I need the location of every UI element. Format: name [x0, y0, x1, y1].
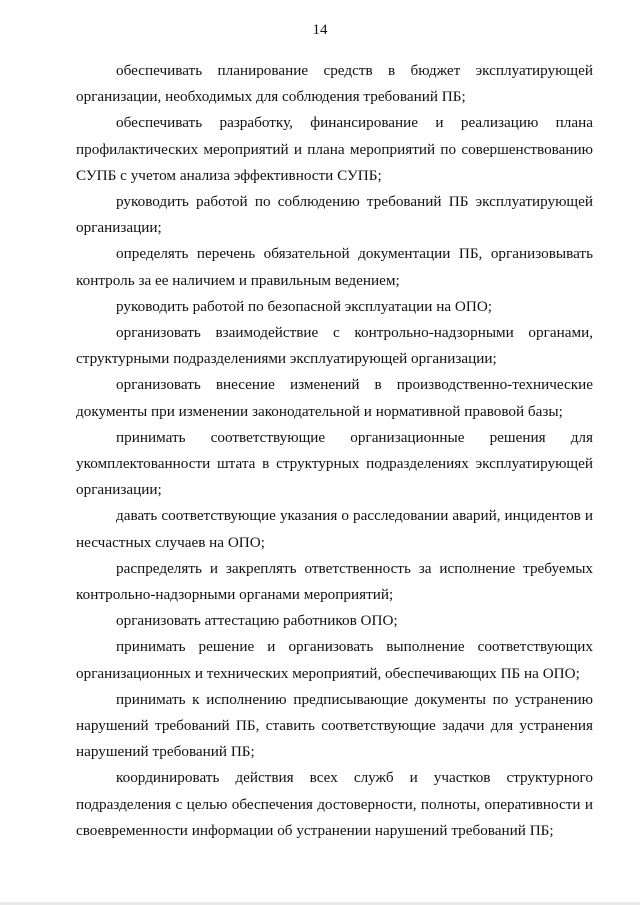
paragraph: обеспечивать планирование средств в бюджет эксплуатирующей организации, необходимых для соблюдения требований ПБ; [76, 62, 593, 106]
paragraph: руководить работой по безопасной эксплуатации на ОПО; [116, 297, 493, 315]
paragraph: координировать действия всех служб и участков структурного подразделения с целью обеспечения достоверности, полноты, оперативности и своевременности информации об устранении нарушений требований ПБ; [76, 769, 593, 839]
paragraph: организовать внесение изменений в производственно-технические документы при изменении законодательной и нормативной правовой базы; [76, 376, 593, 420]
page-body [76, 58, 593, 844]
paragraph: распределять и закреплять ответственность за исполнение требуемых контрольно-надзорными органами мероприятий; [76, 559, 593, 604]
page-number: 14 [312, 22, 328, 38]
paragraph: определять перечень обязательной документации ПБ, организовывать контроль за ее наличием и правильным ведением; [76, 245, 593, 289]
paragraph: организовать аттестацию работников ОПО; [116, 612, 398, 630]
paragraph: принимать соответствующие организационные решения для укомплектованности штата в структурных подразделениях эксплуатирующей организации; [76, 428, 593, 499]
paragraph: принимать решение и организовать выполнение соответствующих организационных и технических мероприятий, обеспечивающих ПБ на ОПО; [76, 638, 593, 682]
paragraph: руководить работой по соблюдению требований ПБ эксплуатирующей организации; [76, 193, 593, 237]
paragraph: принимать к исполнению предписывающие документы по устранению нарушений требований ПБ, ставить соответствующие задачи для устранения нарушений требований ПБ; [76, 690, 593, 761]
paragraph: давать соответствующие указания о расследовании аварий, инцидентов и несчастных случаев на ОПО; [76, 507, 593, 551]
paragraph: организовать взаимодействие с контрольно-надзорными органами, структурными подразделениями эксплуатирующей организации; [76, 324, 593, 368]
paragraph: обеспечивать разработку, финансирование и реализацию плана профилактических мероприятий и плана мероприятий по совершенствованию СУПБ с учетом анализа эффективности СУПБ; [76, 114, 593, 184]
